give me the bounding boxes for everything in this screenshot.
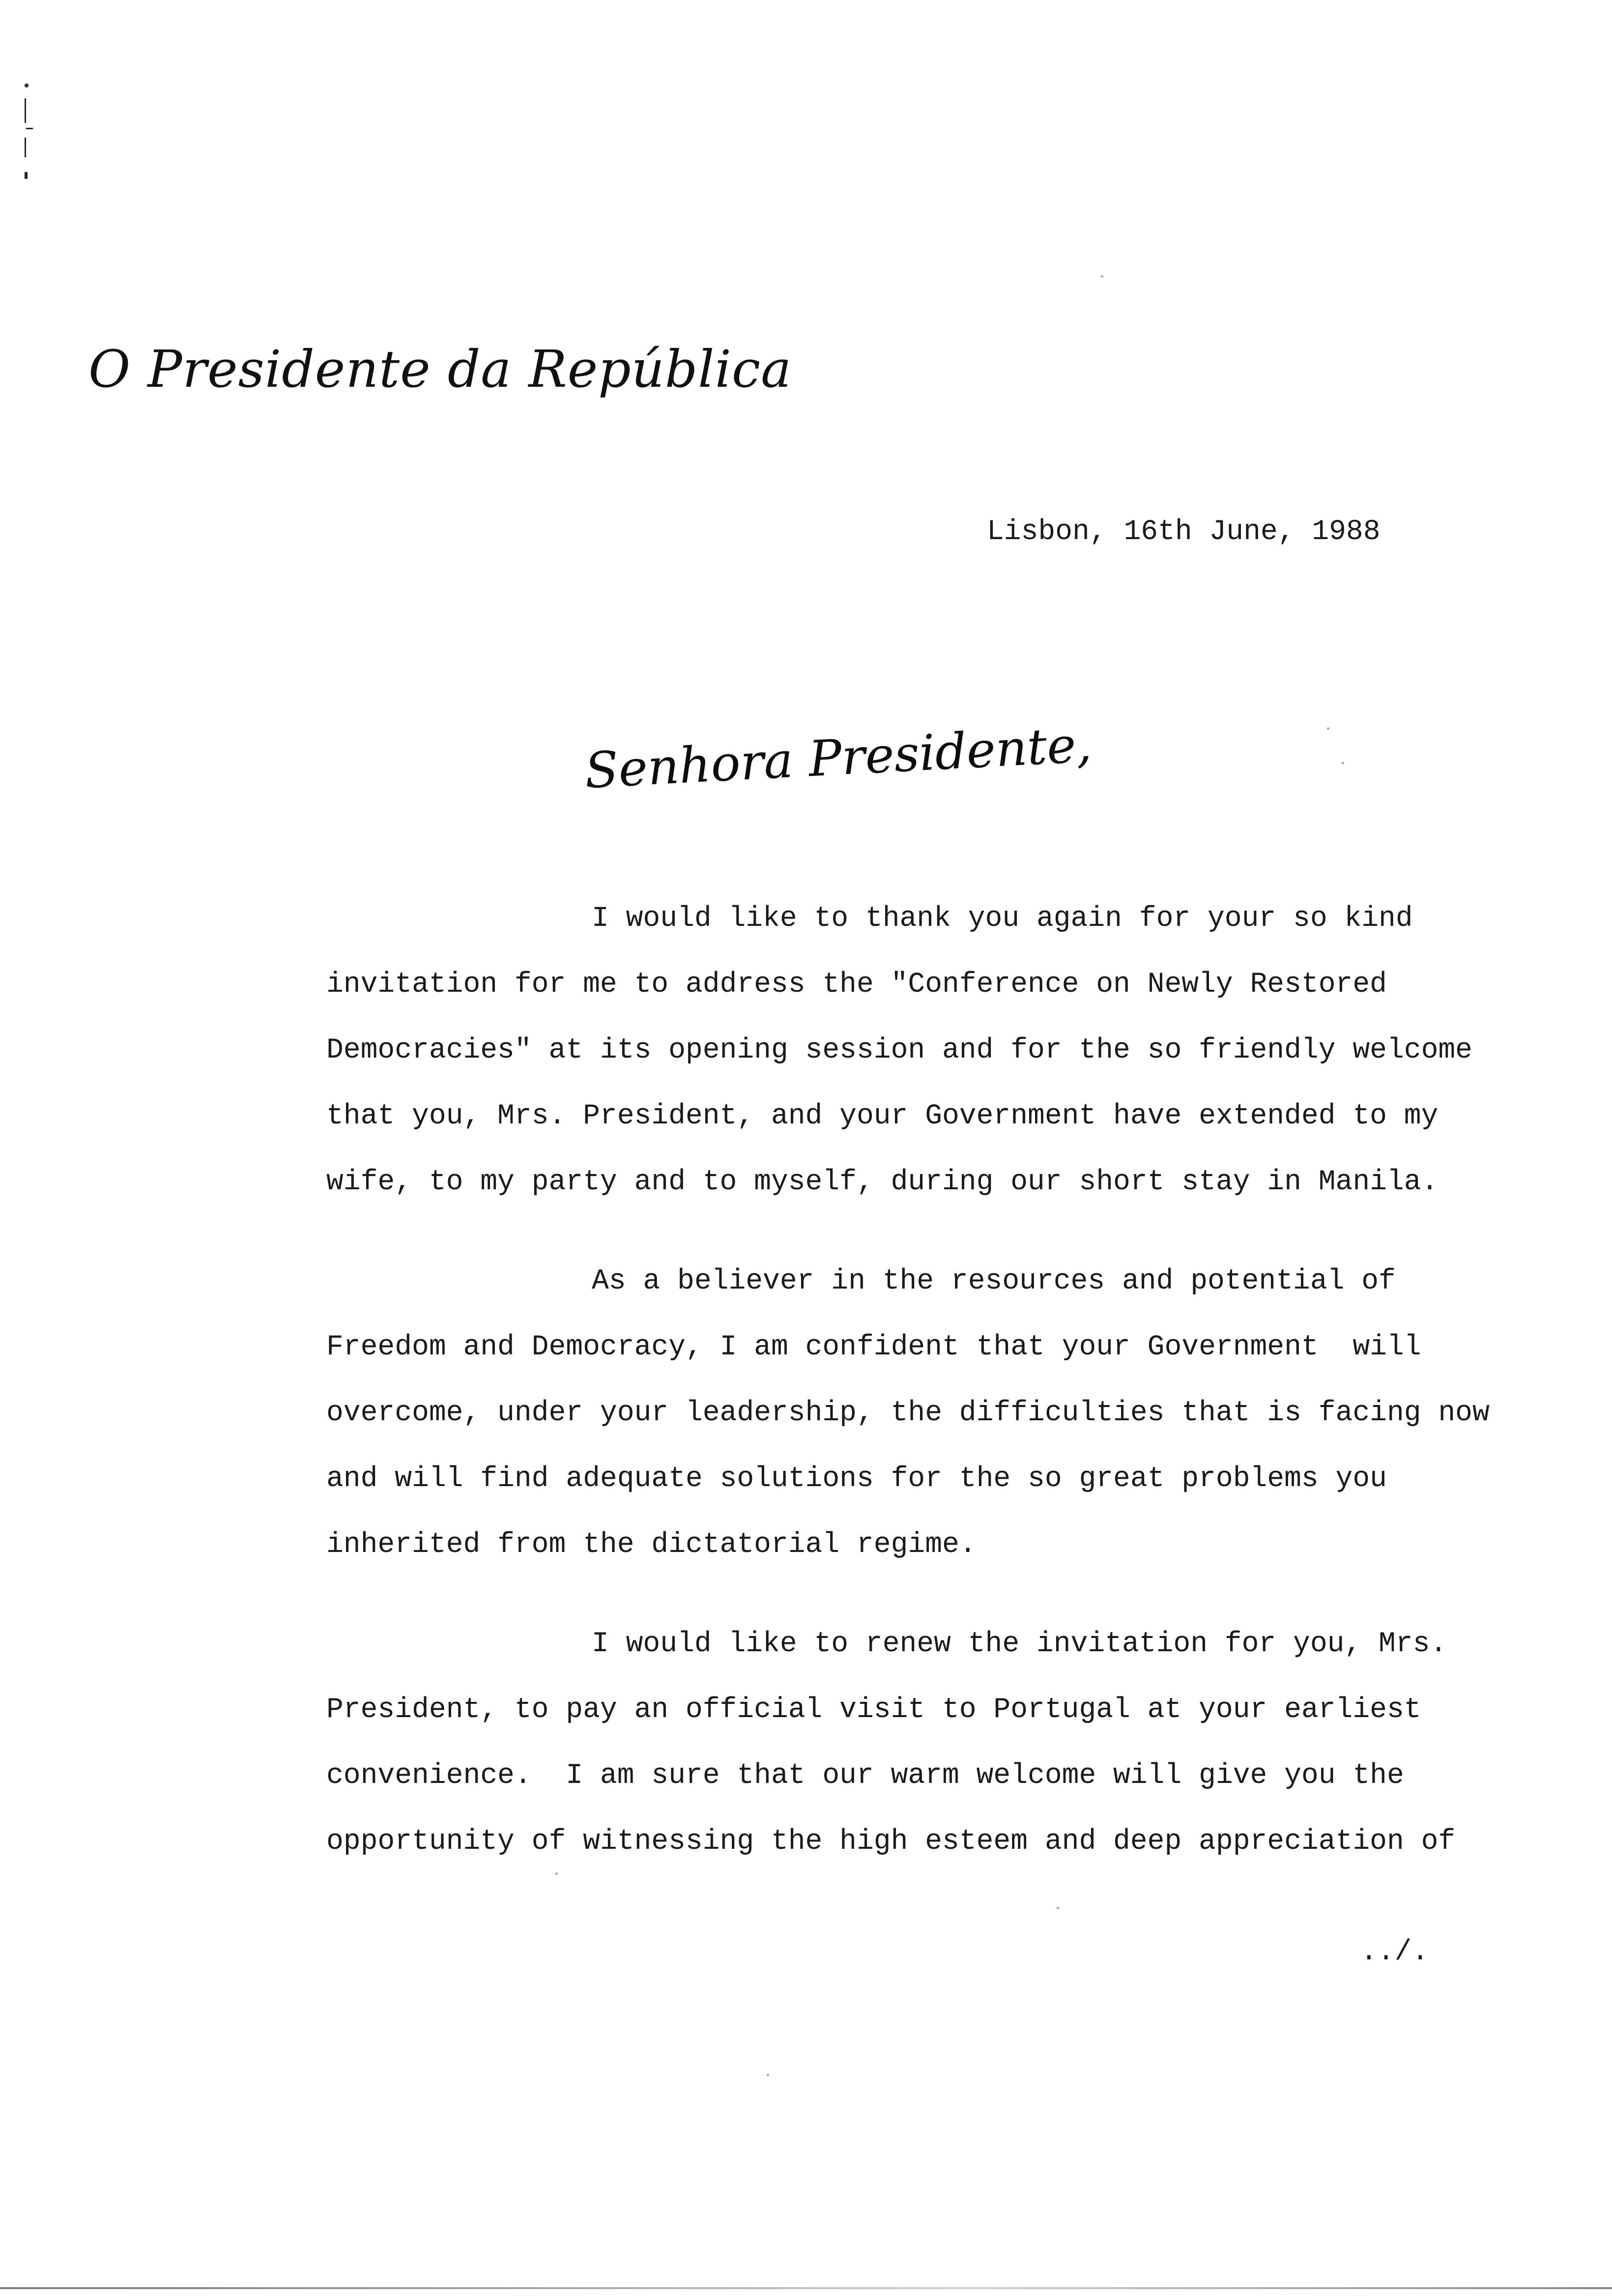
paragraph-1 [326, 899, 1471, 1229]
text-line: President, to pay an official visit to Portugal at your earliest [326, 1694, 1421, 1726]
scan-bottom-edge [0, 2287, 1612, 2289]
text-line: As a believer in the resources and potential of [592, 1265, 1396, 1297]
scan-speck [1327, 727, 1329, 730]
text-line: Democracies" at its opening session and for the so friendly welcome [326, 1034, 1472, 1066]
text-line: Freedom and Democracy, I am confident that your Government will [326, 1331, 1421, 1363]
text-line: I would like to renew the invitation for you, Mrs. [592, 1628, 1447, 1660]
handwritten-salutation: Senhora Presidente, [583, 716, 1093, 800]
letter-date: Lisbon, 16th June, 1988 [987, 516, 1381, 548]
text-line: opportunity of witnessing the high esteem and deep appreciation of [326, 1826, 1456, 1858]
letter-body [326, 899, 1490, 1922]
paragraph-2 [326, 1262, 1490, 1591]
text-line: inherited from the dictatorial regime. [326, 1529, 977, 1561]
margin-punch-marks [25, 84, 29, 182]
text-line: wife, to my party and to myself, during our short stay in Manila. [326, 1166, 1439, 1198]
scan-speck [767, 2074, 769, 2076]
text-line: I would like to thank you again for your so kind [592, 903, 1413, 935]
paragraph-3 [326, 1625, 1471, 1888]
text-line: invitation for me to address the "Conference on Newly Restored [326, 969, 1387, 1001]
text-line: that you, Mrs. President, and your Government have extended to my [326, 1100, 1439, 1132]
text-line: convenience. I am sure that our warm welcome will give you the [326, 1760, 1404, 1792]
scan-speck [1101, 275, 1103, 278]
text-line: overcome, under your leadership, the difficulties that is facing now [326, 1397, 1490, 1429]
scan-speck [1342, 762, 1344, 764]
text-line: and will find adequate solutions for the so great problems you [326, 1463, 1387, 1495]
page-continuation-mark: ../. [1360, 1936, 1429, 1968]
scan-speck [1057, 1907, 1059, 1909]
scan-speck [555, 1872, 558, 1875]
letterhead-title: O Presidente da República [88, 339, 792, 399]
